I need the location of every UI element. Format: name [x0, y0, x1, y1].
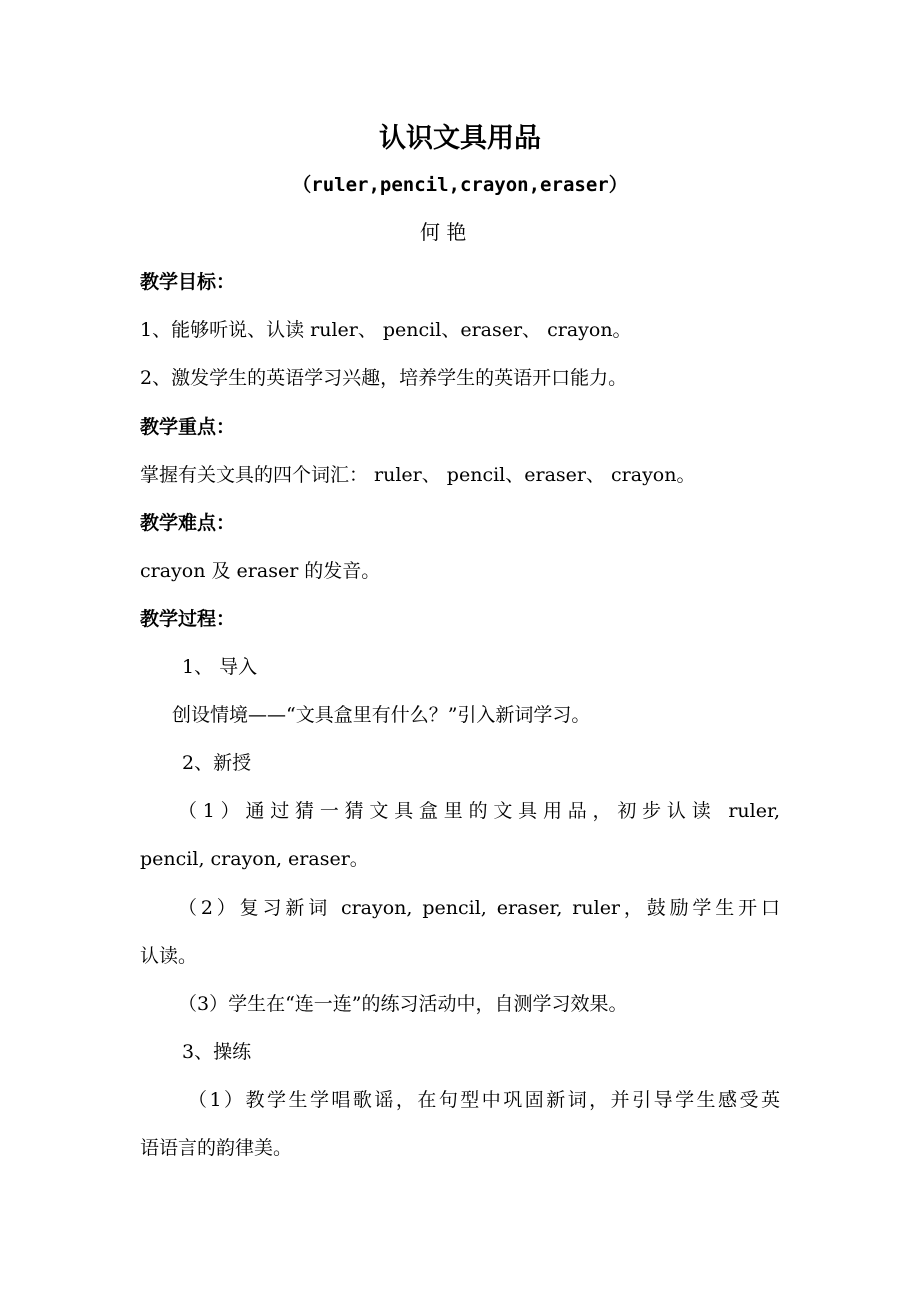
difficulties-text: crayon 及 eraser 的发音。	[140, 560, 381, 582]
step2-item2-line1: （2）复习新词 crayon, pencil, eraser, ruler，鼓励学生开口	[178, 897, 780, 919]
step2-item1-line1: （1）通过猜一猜文具盒里的文具用品，初步认读 ruler,	[178, 800, 780, 822]
difficulties-heading: 教学难点：	[140, 512, 236, 534]
objective-item: 1、能够听说、认读 ruler、 pencil、eraser、 crayon。	[140, 319, 632, 341]
author-name: 何 艳	[420, 220, 467, 244]
key-points-heading: 教学重点：	[140, 416, 236, 438]
document-title: 认识文具用品	[379, 123, 541, 154]
step3-item1-line2: 语语言的韵律美。	[140, 1137, 293, 1159]
step1-title: 1、 导入	[182, 656, 258, 678]
step2-item2-line2: 认读。	[140, 945, 198, 967]
step2-title: 2、新授	[182, 752, 252, 774]
step3-item1-line1: （1）教学生学唱歌谣，在句型中巩固新词，并引导学生感受英	[188, 1089, 780, 1111]
step3-title: 3、操练	[182, 1041, 252, 1063]
objectives-heading: 教学目标：	[140, 271, 236, 293]
objective-item: 2、激发学生的英语学习兴趣，培养学生的英语开口能力。	[140, 367, 628, 389]
process-heading: 教学过程：	[140, 608, 236, 630]
step1-text: 创设情境——“文具盒里有什么？”引入新词学习。	[172, 704, 591, 726]
document-subtitle: （ruler,pencil,crayon,eraser）	[292, 174, 628, 196]
step2-item3: （3）学生在“连一连”的练习活动中，自测学习效果。	[178, 993, 628, 1015]
step2-item1-line2: pencil, crayon, eraser。	[140, 848, 369, 870]
key-points-text: 掌握有关文具的四个词汇： ruler、 pencil、eraser、 crayon。	[140, 464, 696, 486]
